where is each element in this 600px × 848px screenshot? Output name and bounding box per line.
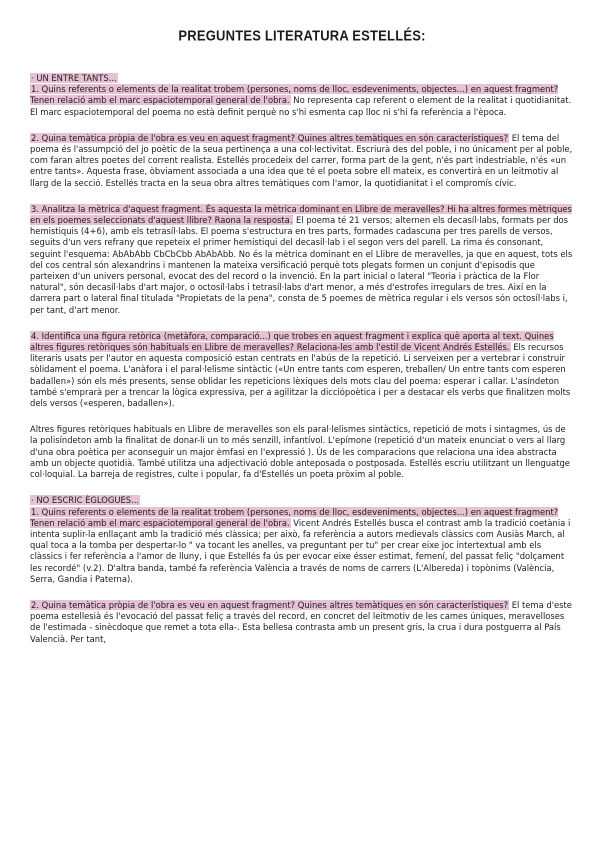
section-heading-text: · UN ENTRE TANTS... xyxy=(31,73,117,83)
answer-text: El tema d'este poema estellesià és l'evocació del passat feliç a través del record, en concret del leitmotiv de les cames úniques, meravelloses de l'estimada - sinècdoque que remet a tota ella-. Esta bellesa contrasta amb un present gris, la crua i dura postguerra al País Valencià. Per tant, xyxy=(30,599,572,644)
page-title: PREGUNTES LITERATURA ESTELLÉS: xyxy=(178,26,426,45)
answer-text: Els recursos literaris usats per l'autor en aquesta composició estan centrats en l'abús de la repetició. Li serveixen per a vertebrar i construir sòlidament el poema. L'anàfora i el paral·lelisme sintàctic («Un entre tants com esperen, treballen/ Un entre tants com esperen badallen») són els més presents, sense oblidar les repeticions lèxiques dels mots clau del poema: esperar i callar. L'asíndeton també s'emprarà per a trencar la lògica expressiva, per a agilitzar la dicciópoètica i per a destacar els verbs que finalitzen molts dels versos («esperen, badallen»). xyxy=(30,342,571,409)
question-text: 1. Quins referents o elements de la realitat trobem (persones, noms de lloc, esdeveniments, objectes...) en aquest fragment? Tenen relació amb el marc espaciotemporal general de l'obra. xyxy=(30,506,559,528)
extra-paragraph: Altres figures retòriques habituals en Llibre de meravelles son els paral·lelismes sintàctics, repetició de mots i sintagmes, ús de la polisíndeton amb la finalitat de donar-li un to més senzill, infantívol. L'epímone (repetició d'un mateix enunciat o vers al llarg d'una obra poètica per aconseguir un major èmfasi en l'expressió ). Ús de les comparacions que relaciona una idea abstracta amb un objecte quotidià. També utilitza una adjectivació doble anteposada o postposada. Estellés escriu utilitzant un llenguatge col·loquial. La barreja de registres, culte i popular, fa d'Estellés un poeta pròxim al poble. xyxy=(30,424,570,480)
question-text: 2. Quina temàtica pròpia de l'obra es veu en aquest fragment? Quines altres temàtiques en són característiques? xyxy=(31,599,509,610)
question-block xyxy=(30,331,574,409)
question-text: 1. Quins referents o elements de la realitat trobem (persones, noms de lloc, esdeveniments, objectes...) en aquest fragment? Tenen relació amb el marc espaciotemporal general de l'obra. xyxy=(30,84,559,106)
answer-text: El tema del poema és l'assumpció del jo poètic de la seua pertinença a una col·lectivitat. Escriurà des del poble, i no únicament per al poble, com faran altres poetes del corrent realista. Estellés procedeix del carrer, forma part de la gent, n'és part indestriable, n'és «un entre tants». Aquesta frase, òbviament associada a una idea que té el poeta sobre ell mateix, es convertirà en un leitmotiv al llarg de la secció. Estellés tracta en la seua obra altres temàtiques com l'amor, la quotidianitat i el compromís cívic. xyxy=(30,132,573,188)
question-text: 4. Identifica una figura retòrica (metàfora, comparació...) que trobes en aquest fragment i explica què aporta al text. Quines altres figures retòriques són habituals en Llibre de meravelles? Relaciona-les amb l'estil de Vicent Andrés Estellés. xyxy=(30,330,554,353)
question-block xyxy=(30,600,574,645)
section-heading xyxy=(30,495,574,506)
question-block xyxy=(30,507,574,585)
question-text: 2. Quina temàtica pròpia de l'obra es veu en aquest fragment? Quines altres temàtiques en són característiques? xyxy=(31,132,509,143)
question-block xyxy=(30,133,574,189)
answer-text: Vicent Andrés Estellés busca el contrast amb la tradició coetània i intenta suplir-la enllaçant amb la tradició més clàssica; per això, fa referència a autors medievals clàssics com Ausiàs March, al qual toca a la tomba per despertar-lo " va tocant les anelles, va preguntant per tu" per crear eixe joc intertextual amb els clàssics i fer referència a l'amor de lluny, i que Estellés fa ús per evocar eixe ésser estimat, femení, del passat feliç "dolçament les recordé" (v.2). D'altra banda, també fa referència València a través de noms de carrers (L'Albereda) i topònims (València, Serra, Gandia i Paterna). xyxy=(30,517,571,584)
question-block xyxy=(30,204,574,316)
answer-text: El poema té 21 versos; alternen els decasíl·labs, formats per dos hemistiquis (4+6), amb els tetrasíl·labs. El poema s'estructura en tres parts, formades cadascuna per tres parells de versos, seguits d'un vers refrany que repeteix el primer hemistiqui del decasíl·lab i el segon vers del parell. La rima és consonant, seguint l'esquema: AbAbAbb CbCbCbb AbAbAbb. No és la mètrica dominant en el Llibre de meravelles, ja que en aquest, tots els del cos central són alexandrins i mantenen la mateixa versificació perquè tots plegats formen un conjunt d'episodis que parteixen d'un univers personal, evocat des del record o la invenció. En la part inicial o lateral "Teoria i pràctica de la Flor natural", són decasíl·labs d'art major, o octosíl·labs i tetrasíl·labs d'art menor, a més d'estrofes irregulars de tres. Així en la darrera part o lateral final titulada "Propietats de la pena", consta de 5 poemes de mètrica regular i els versos són octosíl·labs i, per tant, d'art menor. xyxy=(30,215,573,315)
section-heading xyxy=(30,73,574,84)
question-block xyxy=(30,84,574,118)
question-text: 3. Analitza la mètrica d'aquest fragment. És aquesta la mètrica dominant en Llibre de meravelles? Hi ha altres formes mètriques en els poemes seleccionats d'aquest llibre? Raona la resposta. xyxy=(30,203,572,226)
answer-text: No representa cap referent o element de la realitat i quotidianitat. El marc espaciotemporal del poema no està definit perquè no s'hi esmenta cap lloc ni s'hi fa referència a l'època. xyxy=(30,95,572,117)
section-heading-text: · NO ESCRIC ÈGLOGUES... xyxy=(31,495,140,506)
